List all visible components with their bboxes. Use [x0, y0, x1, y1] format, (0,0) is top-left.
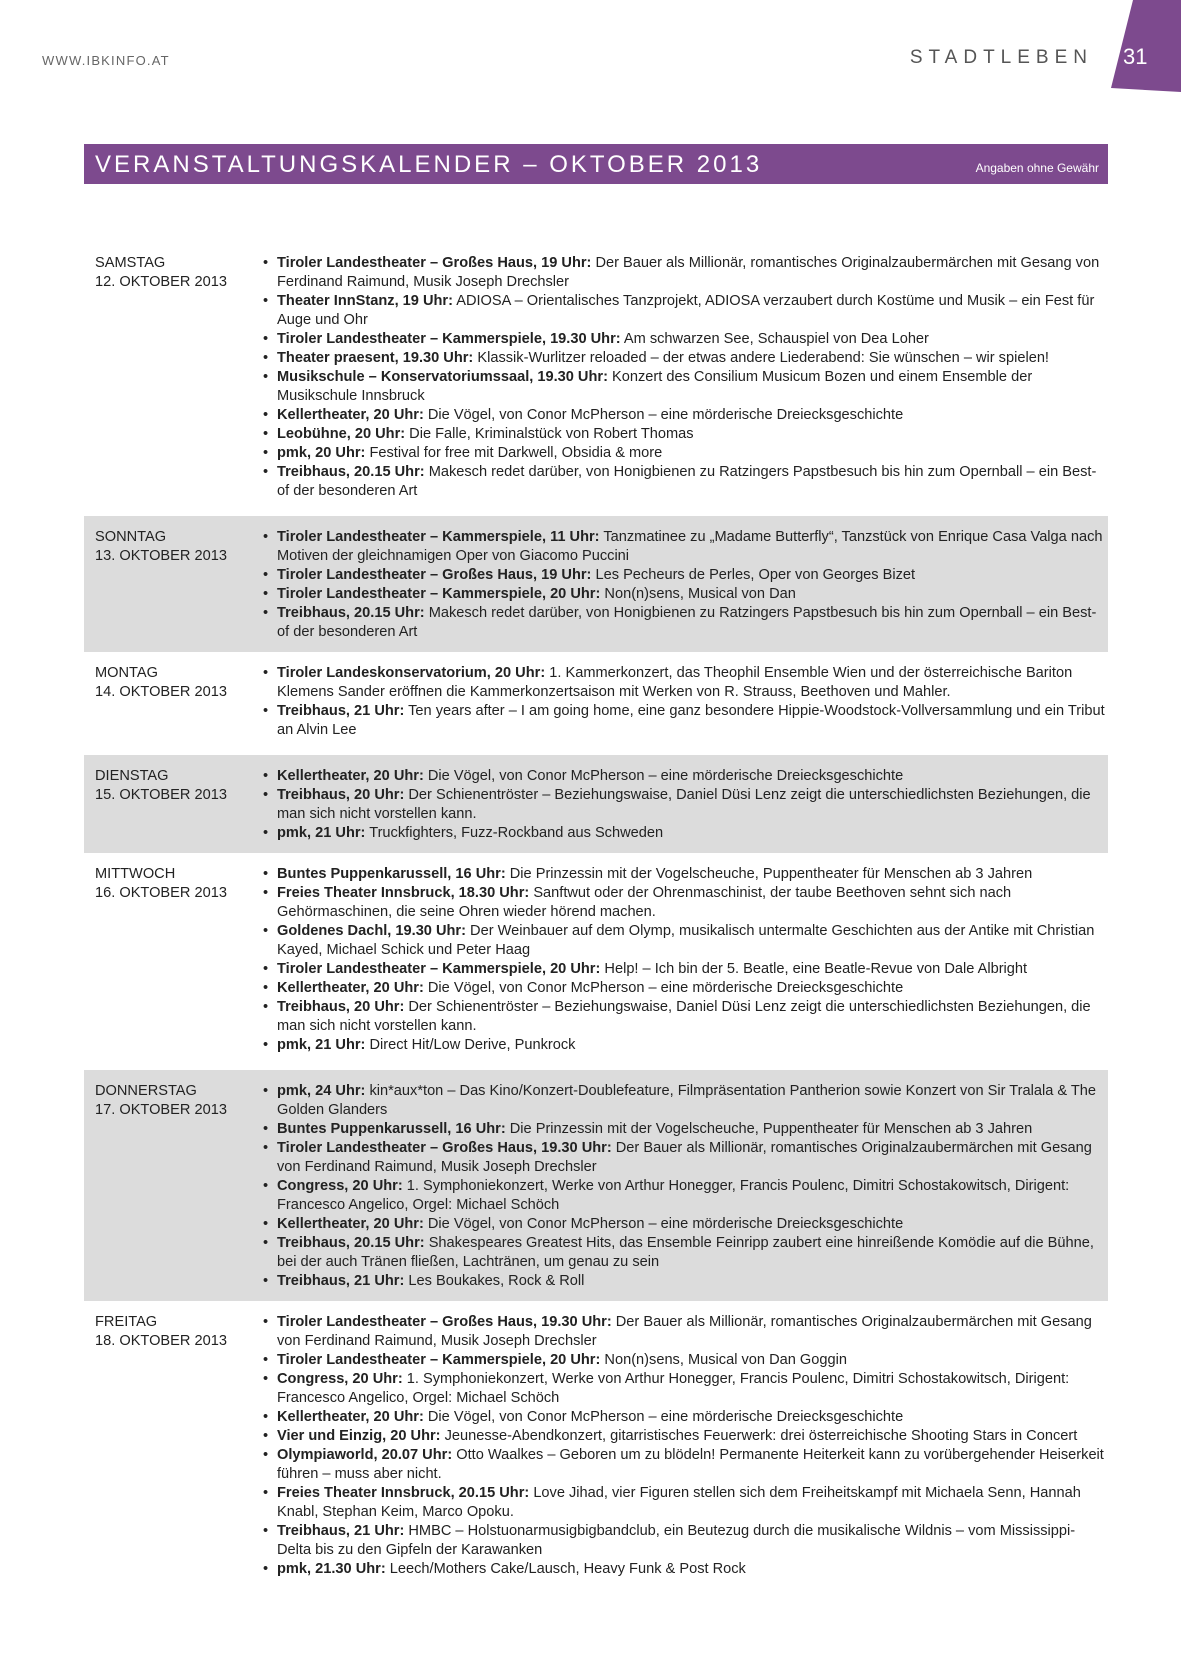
event-description: Makesch redet darüber, von Honigbienen zu Ratzingers Papstbesuch bis hin zum Opernball – ein Best-of der besonderen Art [277, 605, 1097, 640]
event-venue: Tiroler Landestheater – Großes Haus, 19 Uhr: [277, 567, 592, 583]
event-description: Les Boukakes, Rock & Roll [408, 1273, 585, 1289]
event-item [263, 1234, 1108, 1272]
event-description: Der Bauer als Millionär, romantisches Originalzaubermärchen mit Gesang von Ferdinand Raimund, Musik Joseph Drechsler [277, 255, 1100, 290]
event-venue: Treibhaus, 20.15 Uhr: [277, 605, 425, 621]
weekday: MITTWOCH [95, 866, 176, 882]
page-number-tab [1111, 0, 1181, 92]
event-item [263, 884, 1108, 922]
event-item [263, 702, 1108, 740]
bullet-icon: • [263, 768, 269, 784]
event-venue: Buntes Puppenkarussell, 16 Uhr: [277, 866, 506, 882]
bullet-icon: • [263, 1371, 269, 1387]
bullet-icon: • [263, 1216, 269, 1232]
event-item [263, 1446, 1108, 1484]
event-description: Der Bauer als Millionär, romantisches Originalzaubermärchen mit Gesang von Ferdinand Raimund, Musik Joseph Drechsler [277, 1314, 1092, 1349]
event-item [263, 566, 1108, 585]
bullet-icon: • [263, 999, 269, 1015]
event-item [263, 406, 1108, 425]
day-block [84, 755, 1108, 853]
event-description: Tanzmatinee zu „Madame Butterfly“, Tanzstück von Enrique Casa Valga nach Motiven der gleichnamigen Oper von Giacomo Puccini [277, 529, 1103, 564]
event-venue: Kellertheater, 20 Uhr: [277, 1216, 424, 1232]
event-description: Die Vögel, von Conor McPherson – eine mörderische Dreiecksgeschichte [427, 407, 904, 423]
event-venue: Kellertheater, 20 Uhr: [277, 768, 424, 784]
event-venue: pmk, 24 Uhr: [277, 1083, 366, 1099]
event-venue: Tiroler Landestheater – Kammerspiele, 19.30 Uhr: [277, 331, 621, 347]
event-description: Ten years after – I am going home, eine ganz besondere Hippie-Woodstock-Vollversammlung und ein Tribut an Alvin Lee [277, 703, 1105, 738]
bullet-icon: • [263, 464, 269, 480]
event-item [263, 1408, 1108, 1427]
weekday: SONNTAG [95, 529, 167, 545]
event-description: ADIOSA – Orientalisches Tanzprojekt, ADIOSA verzaubert durch Kostüme und Musik – ein Fest für Auge und Ohr [277, 293, 1095, 328]
event-venue: Treibhaus, 20.15 Uhr: [277, 1235, 425, 1251]
event-list [255, 1313, 1108, 1579]
event-description: Leech/Mothers Cake/Lausch, Heavy Funk & Post Rock [389, 1561, 746, 1577]
event-list [255, 254, 1108, 501]
day-label [84, 254, 255, 501]
event-calendar [84, 250, 1108, 1586]
event-item [263, 1036, 1108, 1055]
bullet-icon: • [263, 825, 269, 841]
event-item [263, 1215, 1108, 1234]
event-description: Direct Hit/Low Derive, Punkrock [369, 1037, 576, 1053]
disclaimer-note: Angaben ohne Gewähr [975, 161, 1099, 175]
date: 18. OKTOBER 2013 [95, 1333, 227, 1349]
day-label [84, 1313, 255, 1579]
event-item [263, 1177, 1108, 1215]
bullet-icon: • [263, 1037, 269, 1053]
bullet-icon: • [263, 923, 269, 939]
event-venue: pmk, 21 Uhr: [277, 1037, 366, 1053]
event-list [255, 865, 1108, 1055]
event-description: Die Prinzessin mit der Vogelscheuche, Puppentheater für Menschen ab 3 Jahren [509, 1121, 1033, 1137]
event-item [263, 767, 1108, 786]
day-block [84, 1309, 1108, 1586]
day-label [84, 528, 255, 642]
event-venue: Theater praesent, 19.30 Uhr: [277, 350, 474, 366]
event-description: Die Vögel, von Conor McPherson – eine mörderische Dreiecksgeschichte [427, 768, 904, 784]
bullet-icon: • [263, 787, 269, 803]
event-item [263, 1272, 1108, 1291]
event-description: Festival for free mit Darkwell, Obsidia & more [369, 445, 663, 461]
event-list [255, 1082, 1108, 1291]
event-venue: Tiroler Landestheater – Kammerspiele, 20 Uhr: [277, 586, 601, 602]
event-description: Die Prinzessin mit der Vogelscheuche, Puppentheater für Menschen ab 3 Jahren [509, 866, 1033, 882]
event-venue: Musikschule – Konservatoriumssaal, 19.30 Uhr: [277, 369, 608, 385]
bullet-icon: • [263, 445, 269, 461]
event-item [263, 1313, 1108, 1351]
event-venue: Tiroler Landestheater – Großes Haus, 19 Uhr: [277, 255, 592, 271]
event-item [263, 664, 1108, 702]
day-label [84, 664, 255, 740]
day-label [84, 1082, 255, 1291]
event-description: Der Weinbauer auf dem Olymp, musikalisch untermalte Geschichten aus der Antike mit Christian Kayed, Michael Schick und Peter Haag [277, 923, 1095, 958]
day-block [84, 660, 1108, 747]
date: 17. OKTOBER 2013 [95, 1102, 227, 1118]
weekday: DONNERSTAG [95, 1083, 197, 1099]
bullet-icon: • [263, 866, 269, 882]
event-venue: Treibhaus, 21 Uhr: [277, 1273, 405, 1289]
event-item [263, 1484, 1108, 1522]
event-venue: Kellertheater, 20 Uhr: [277, 407, 424, 423]
event-list [255, 767, 1108, 843]
event-list [255, 664, 1108, 740]
event-description: Les Pecheurs de Perles, Oper von Georges Bizet [595, 567, 916, 583]
event-description: Sanftwut oder der Ohrenmaschinist, der taube Beethoven sehnt sich nach Gehörmaschinen, die seine Ohren wieder hörend machen. [277, 885, 1012, 920]
event-item [263, 604, 1108, 642]
event-description: Truckfighters, Fuzz-Rockband aus Schweden [369, 825, 664, 841]
event-venue: Tiroler Landestheater – Kammerspiele, 11 Uhr: [277, 529, 600, 545]
event-item [263, 824, 1108, 843]
event-item [263, 1427, 1108, 1446]
event-venue: Olympiaworld, 20.07 Uhr: [277, 1447, 453, 1463]
bullet-icon: • [263, 1409, 269, 1425]
weekday: FREITAG [95, 1314, 158, 1330]
day-label [84, 865, 255, 1055]
bullet-icon: • [263, 605, 269, 621]
event-item [263, 1522, 1108, 1560]
event-venue: Tiroler Landestheater – Kammerspiele, 20 Uhr: [277, 1352, 601, 1368]
event-item [263, 865, 1108, 884]
bullet-icon: • [263, 586, 269, 602]
day-block [84, 516, 1108, 652]
event-description: Klassik-Wurlitzer reloaded – der etwas andere Liederabend: Sie wünschen – wir spielen! [477, 350, 1049, 366]
bullet-icon: • [263, 255, 269, 271]
event-item [263, 1082, 1108, 1120]
event-description: Die Falle, Kriminalstück von Robert Thomas [409, 426, 694, 442]
day-block [84, 861, 1108, 1062]
event-description: Der Schienentröster – Beziehungswaise, Daniel Düsi Lenz zeigt die unterschiedlichsten Beziehungen, die man sich nicht vorstellen kann. [277, 787, 1091, 822]
day-block [84, 1070, 1108, 1301]
event-venue: Treibhaus, 20 Uhr: [277, 999, 405, 1015]
bullet-icon: • [263, 529, 269, 545]
event-item [263, 998, 1108, 1036]
event-description: Konzert des Consilium Musicum Bozen und einem Ensemble der Musikschule Innsbruck [277, 369, 1033, 404]
bullet-icon: • [263, 1273, 269, 1289]
event-venue: Buntes Puppenkarussell, 16 Uhr: [277, 1121, 506, 1137]
event-item [263, 349, 1108, 368]
date: 12. OKTOBER 2013 [95, 274, 227, 290]
day-label [84, 767, 255, 843]
event-venue: Goldenes Dachl, 19.30 Uhr: [277, 923, 466, 939]
event-venue: Leobühne, 20 Uhr: [277, 426, 406, 442]
event-item [263, 922, 1108, 960]
event-description: Makesch redet darüber, von Honigbienen zu Ratzingers Papstbesuch bis hin zum Opernball – ein Best-of der besonderen Art [277, 464, 1097, 499]
event-item [263, 425, 1108, 444]
date: 14. OKTOBER 2013 [95, 684, 227, 700]
event-venue: Freies Theater Innsbruck, 18.30 Uhr: [277, 885, 530, 901]
bullet-icon: • [263, 703, 269, 719]
bullet-icon: • [263, 1314, 269, 1330]
event-description: Non(n)sens, Musical von Dan [604, 586, 796, 602]
event-venue: pmk, 21.30 Uhr: [277, 1561, 386, 1577]
site-url[interactable]: WWW.IBKINFO.AT [42, 53, 170, 68]
event-description: 1. Symphoniekonzert, Werke von Arthur Honegger, Francis Poulenc, Dimitri Schostakowitsch, Dirigent: Francesco Angelico, Orgel: Michael Schöch [277, 1178, 1070, 1213]
event-description: kin*aux*ton – Das Kino/Konzert-Doublefeature, Filmpräsentation Pantherion sowie Konzert von Sir Tralala & The Golden Glanders [277, 1083, 1097, 1118]
calendar-banner [84, 144, 1108, 184]
event-venue: Tiroler Landeskonservatorium, 20 Uhr: [277, 665, 546, 681]
event-item [263, 292, 1108, 330]
event-venue: Freies Theater Innsbruck, 20.15 Uhr: [277, 1485, 530, 1501]
event-item [263, 979, 1108, 998]
bullet-icon: • [263, 980, 269, 996]
bullet-icon: • [263, 1121, 269, 1137]
event-description: Otto Waalkes – Geboren um zu blödeln! Permanente Heiterkeit kann zu vorübergehender Heiserkeit führen – muss aber nicht. [277, 1447, 1104, 1482]
bullet-icon: • [263, 1561, 269, 1577]
date: 16. OKTOBER 2013 [95, 885, 227, 901]
event-venue: Congress, 20 Uhr: [277, 1371, 403, 1387]
event-venue: Kellertheater, 20 Uhr: [277, 1409, 424, 1425]
event-item [263, 1120, 1108, 1139]
event-venue: Kellertheater, 20 Uhr: [277, 980, 424, 996]
date: 15. OKTOBER 2013 [95, 787, 227, 803]
event-item [263, 1351, 1108, 1370]
bullet-icon: • [263, 1485, 269, 1501]
event-item [263, 368, 1108, 406]
weekday: SAMSTAG [95, 255, 166, 271]
event-venue: pmk, 21 Uhr: [277, 825, 366, 841]
bullet-icon: • [263, 1178, 269, 1194]
event-list [255, 528, 1108, 642]
event-item [263, 1139, 1108, 1177]
bullet-icon: • [263, 567, 269, 583]
event-description: Love Jihad, vier Figuren stellen sich dem Freiheitskampf mit Michaela Senn, Hannah Knabl, Stephan Keim, Marco Opoku. [277, 1485, 1081, 1520]
event-item [263, 463, 1108, 501]
bullet-icon: • [263, 1428, 269, 1444]
event-description: Help! – Ich bin der 5. Beatle, eine Beatle-Revue von Dale Albright [604, 961, 1028, 977]
bullet-icon: • [263, 369, 269, 385]
bullet-icon: • [263, 665, 269, 681]
event-item [263, 528, 1108, 566]
bullet-icon: • [263, 1235, 269, 1251]
event-venue: Tiroler Landestheater – Kammerspiele, 20 Uhr: [277, 961, 601, 977]
bullet-icon: • [263, 426, 269, 442]
event-venue: Treibhaus, 20 Uhr: [277, 787, 405, 803]
bullet-icon: • [263, 331, 269, 347]
section-label: STADTLEBEN [909, 47, 1093, 68]
event-description: 1. Kammerkonzert, das Theophil Ensemble Wien und der österreichische Bariton Klemens Sander eröffnen die Kammerkonzertsaison mit Werken von R. Strauss, Beethoven und Mahler. [277, 665, 1073, 700]
event-item [263, 1560, 1108, 1579]
event-description: Die Vögel, von Conor McPherson – eine mörderische Dreiecksgeschichte [427, 1216, 904, 1232]
weekday: MONTAG [95, 665, 158, 681]
event-description: Am schwarzen See, Schauspiel von Dea Loher [623, 331, 929, 347]
bullet-icon: • [263, 1140, 269, 1156]
event-description: Non(n)sens, Musical von Dan Goggin [604, 1352, 847, 1368]
event-venue: Tiroler Landestheater – Großes Haus, 19.30 Uhr: [277, 1314, 612, 1330]
bullet-icon: • [263, 407, 269, 423]
event-item [263, 1370, 1108, 1408]
event-description: Die Vögel, von Conor McPherson – eine mörderische Dreiecksgeschichte [427, 1409, 904, 1425]
calendar-title: VERANSTALTUNGSKALENDER – OKTOBER 2013 [95, 151, 763, 178]
date: 13. OKTOBER 2013 [95, 548, 227, 564]
bullet-icon: • [263, 1447, 269, 1463]
event-venue: Treibhaus, 21 Uhr: [277, 1523, 405, 1539]
bullet-icon: • [263, 1523, 269, 1539]
event-item [263, 960, 1108, 979]
event-description: Shakespeares Greatest Hits, das Ensemble Feinripp zaubert eine hinreißende Komödie auf die Bühne, bei der auch Tränen fließen, Lachtränen, um genau zu sein [277, 1235, 1094, 1270]
event-venue: Tiroler Landestheater – Großes Haus, 19.30 Uhr: [277, 1140, 612, 1156]
event-item [263, 330, 1108, 349]
event-description: HMBC – Holstuonarmusigbigbandclub, ein Beutezug durch die musikalische Wildnis – vom Mississippi-Delta bis zu den Gipfeln der Karawanken [277, 1523, 1076, 1558]
event-venue: Vier und Einzig, 20 Uhr: [277, 1428, 441, 1444]
event-item [263, 254, 1108, 292]
bullet-icon: • [263, 350, 269, 366]
bullet-icon: • [263, 885, 269, 901]
bullet-icon: • [263, 1083, 269, 1099]
event-description: 1. Symphoniekonzert, Werke von Arthur Honegger, Francis Poulenc, Dimitri Schostakowitsch, Dirigent: Francesco Angelico, Orgel: Michael Schöch [277, 1371, 1070, 1406]
event-venue: Treibhaus, 21 Uhr: [277, 703, 405, 719]
event-item [263, 786, 1108, 824]
event-description: Der Bauer als Millionär, romantisches Originalzaubermärchen mit Gesang von Ferdinand Raimund, Musik Joseph Drechsler [277, 1140, 1092, 1175]
day-block [84, 250, 1108, 508]
event-description: Die Vögel, von Conor McPherson – eine mörderische Dreiecksgeschichte [427, 980, 904, 996]
bullet-icon: • [263, 1352, 269, 1368]
bullet-icon: • [263, 293, 269, 309]
event-venue: Congress, 20 Uhr: [277, 1178, 403, 1194]
event-description: Der Schienentröster – Beziehungswaise, Daniel Düsi Lenz zeigt die unterschiedlichsten Beziehungen, die man sich nicht vorstellen kann. [277, 999, 1091, 1034]
event-venue: Theater InnStanz, 19 Uhr: [277, 293, 453, 309]
weekday: DIENSTAG [95, 768, 169, 784]
event-item [263, 444, 1108, 463]
event-item [263, 585, 1108, 604]
event-description: Jeunesse-Abendkonzert, gitarristisches Feuerwerk: drei österreichische Shooting Stars in Concert [444, 1428, 1078, 1444]
bullet-icon: • [263, 961, 269, 977]
event-venue: pmk, 20 Uhr: [277, 445, 366, 461]
event-venue: Treibhaus, 20.15 Uhr: [277, 464, 425, 480]
page-number: 31 [1123, 44, 1148, 69]
